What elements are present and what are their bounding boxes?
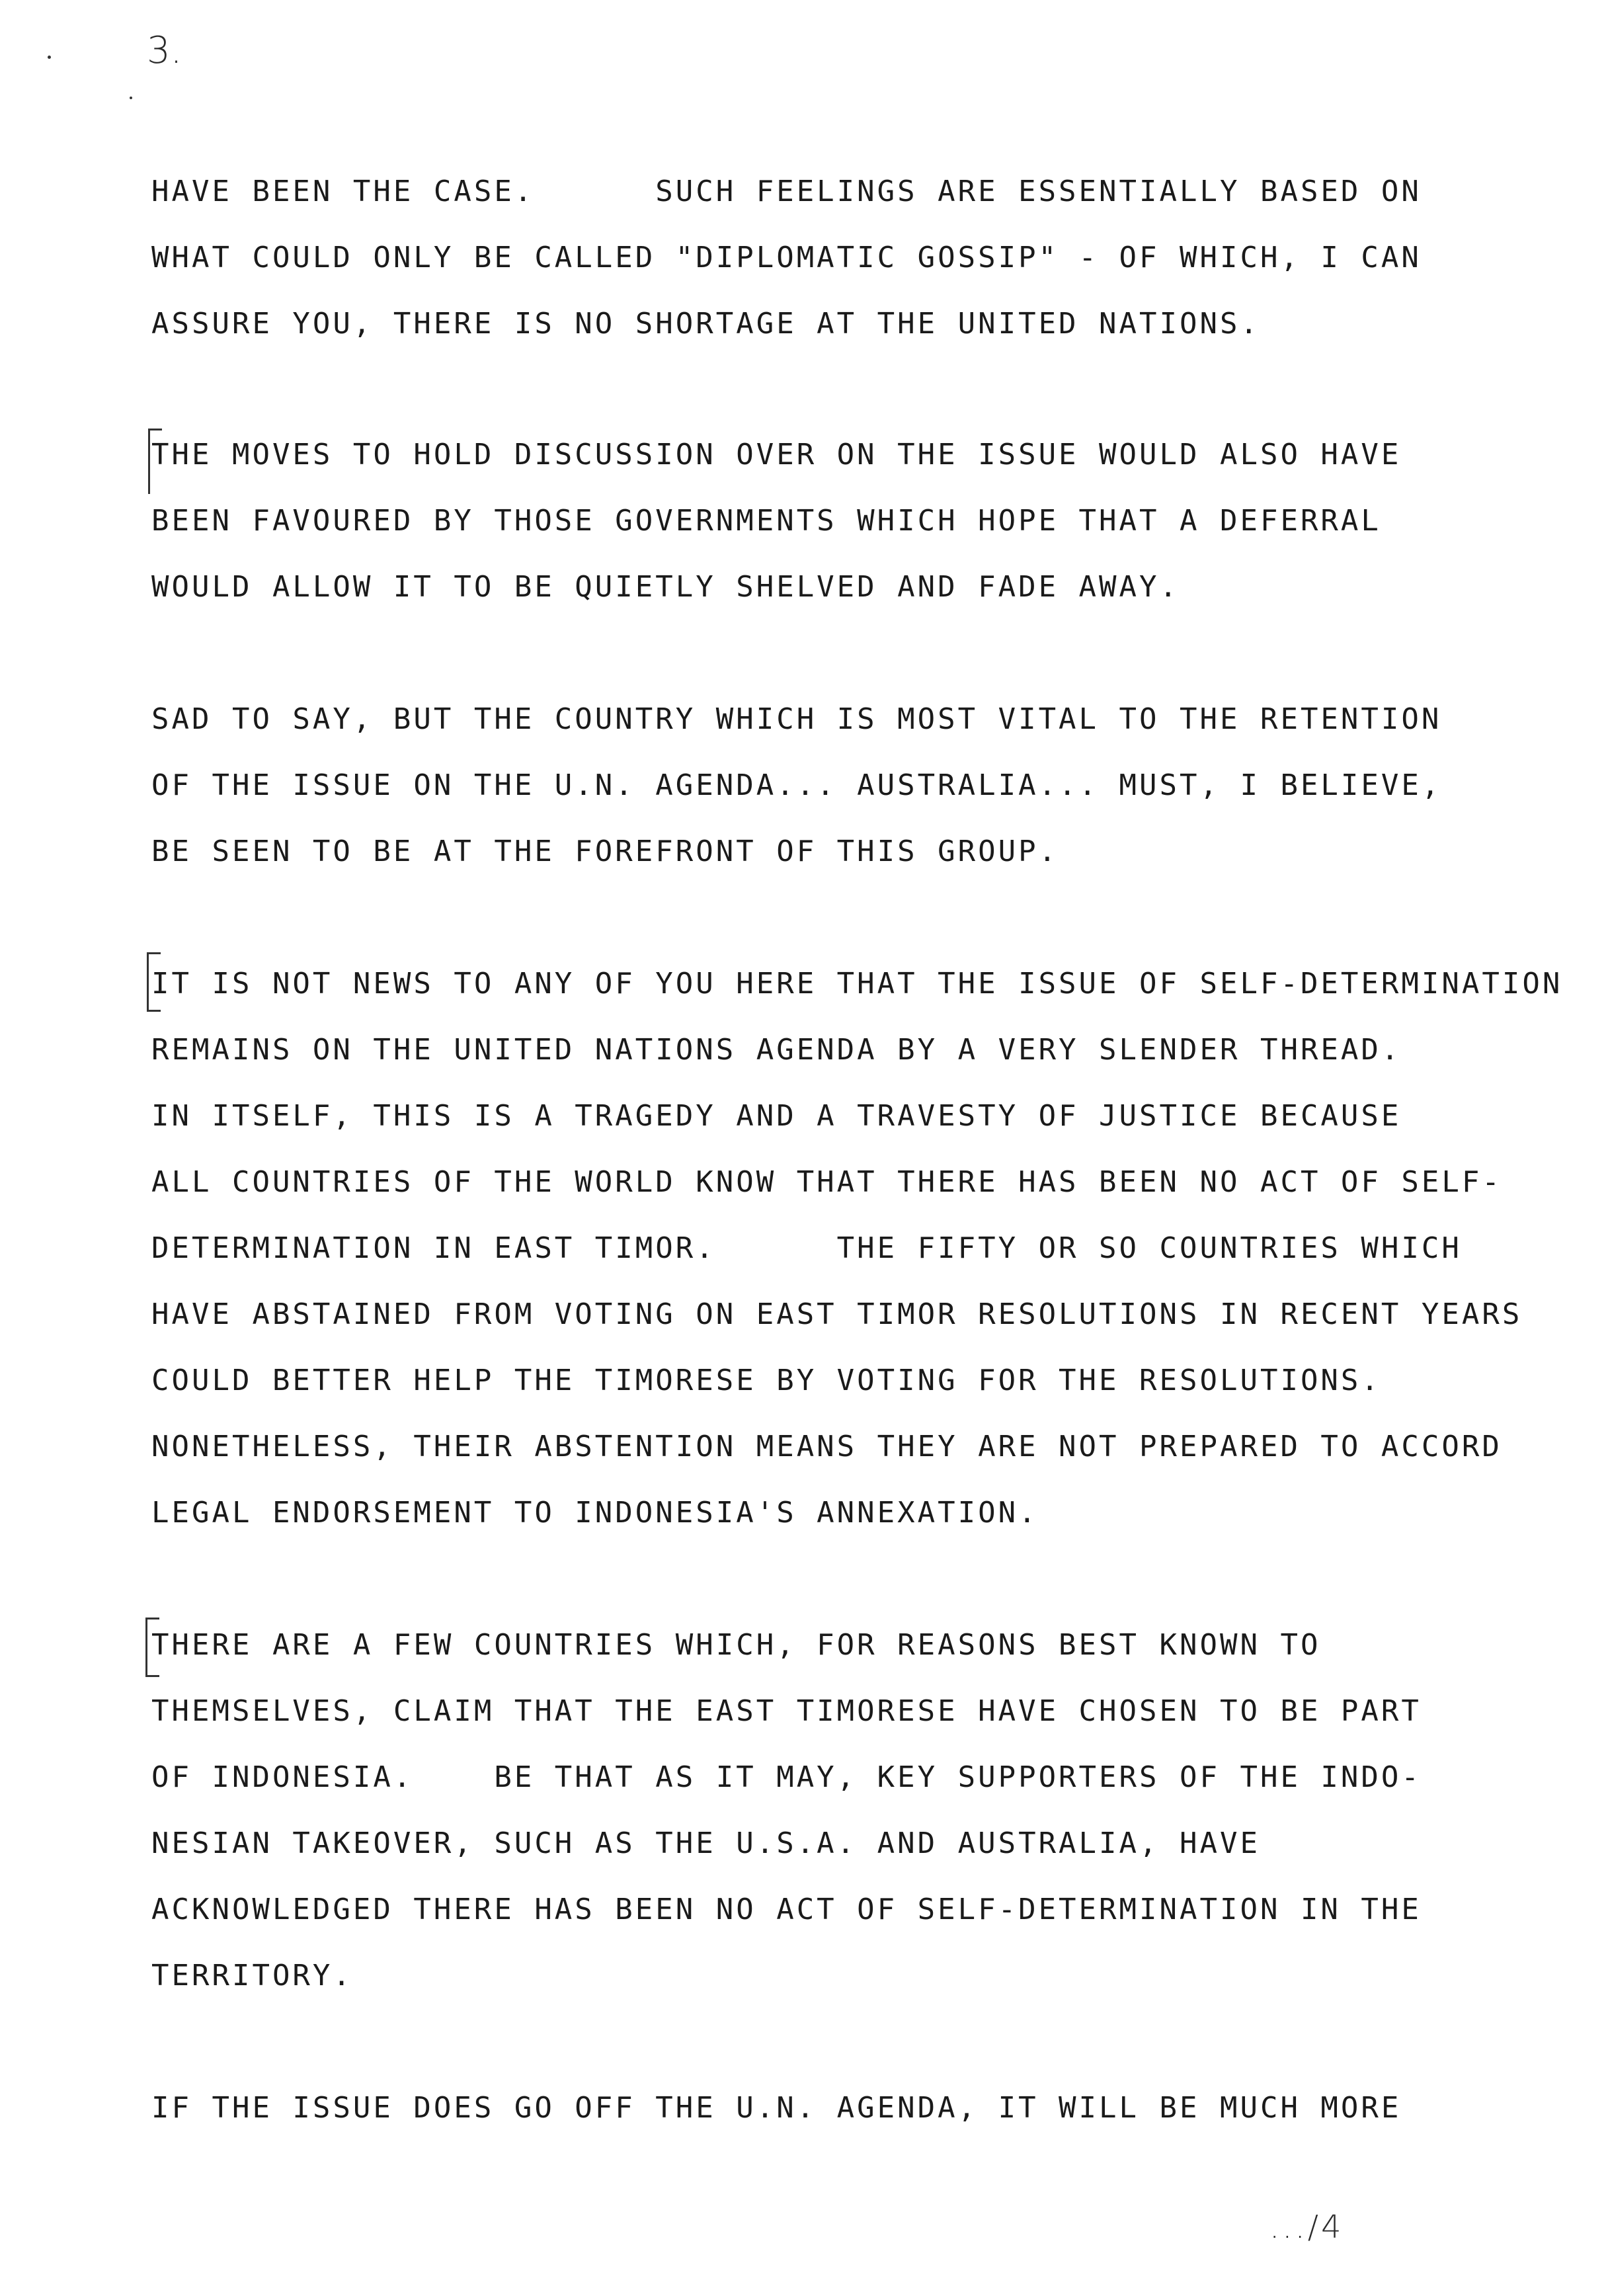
paragraph: [151, 951, 1562, 1546]
text-line: COULD BETTER HELP THE TIMORESE BY VOTING FOR THE RESOLUTIONS.: [151, 1364, 1381, 1397]
text-line: NONETHELESS, THEIR ABSTENTION MEANS THEY ARE NOT PREPARED TO ACCORD: [151, 1430, 1502, 1463]
text-line: IT IS NOT NEWS TO ANY OF YOU HERE THAT THE ISSUE OF SELF-DETERMINATION: [151, 967, 1563, 1001]
paragraph: [151, 1612, 1422, 2009]
text-line: BEEN FAVOURED BY THOSE GOVERNMENTS WHICH HOPE THAT A DEFERRAL: [151, 504, 1381, 538]
text-line: THE MOVES TO HOLD DISCUSSION OVER ON THE ISSUE WOULD ALSO HAVE: [151, 438, 1402, 472]
page-number: 3.: [147, 29, 182, 72]
text-line: DETERMINATION IN EAST TIMOR. THE FIFTY OR SO COUNTRIES WHICH: [151, 1231, 1462, 1265]
text-line: ASSURE YOU, THERE IS NO SHORTAGE AT THE UNITED NATIONS.: [151, 307, 1260, 341]
text-line: REMAINS ON THE UNITED NATIONS AGENDA BY A VERY SLENDER THREAD.: [151, 1033, 1402, 1067]
scan-speck: [130, 97, 132, 99]
paragraph: [151, 2075, 1401, 2141]
text-line: ACKNOWLEDGED THERE HAS BEEN NO ACT OF SELF-DETERMINATION IN THE: [151, 1893, 1422, 1926]
text-line: TERRITORY.: [151, 1959, 353, 1992]
text-line: IN ITSELF, THIS IS A TRAGEDY AND A TRAVESTY OF JUSTICE BECAUSE: [151, 1099, 1402, 1133]
text-line: LEGAL ENDORSEMENT TO INDONESIA'S ANNEXATION.: [151, 1496, 1039, 1530]
text-line: SAD TO SAY, BUT THE COUNTRY WHICH IS MOST VITAL TO THE RETENTION: [151, 702, 1442, 736]
text-line: WOULD ALLOW IT TO BE QUIETLY SHELVED AND FADE AWAY.: [151, 570, 1180, 604]
continuation-marker: .../4: [1269, 2209, 1344, 2246]
text-line: ALL COUNTRIES OF THE WORLD KNOW THAT THERE HAS BEEN NO ACT OF SELF-: [151, 1165, 1502, 1199]
text-line: HAVE ABSTAINED FROM VOTING ON EAST TIMOR RESOLUTIONS IN RECENT YEARS: [151, 1297, 1523, 1331]
text-line: WHAT COULD ONLY BE CALLED "DIPLOMATIC GOSSIP" - OF WHICH, I CAN: [151, 241, 1422, 274]
paragraph: [151, 686, 1441, 885]
text-line: NESIAN TAKEOVER, SUCH AS THE U.S.A. AND AUSTRALIA, HAVE: [151, 1826, 1260, 1860]
paragraph: [151, 422, 1401, 620]
text-line: HAVE BEEN THE CASE. SUCH FEELINGS ARE ESSENTIALLY BASED ON: [151, 175, 1422, 208]
text-line: IF THE ISSUE DOES GO OFF THE U.N. AGENDA, IT WILL BE MUCH MORE: [151, 2091, 1402, 2125]
text-line: BE SEEN TO BE AT THE FOREFRONT OF THIS GROUP.: [151, 835, 1059, 868]
text-line: OF THE ISSUE ON THE U.N. AGENDA... AUSTRALIA... MUST, I BELIEVE,: [151, 768, 1442, 802]
text-line: THEMSELVES, CLAIM THAT THE EAST TIMORESE HAVE CHOSEN TO BE PART: [151, 1694, 1422, 1728]
text-line: THERE ARE A FEW COUNTRIES WHICH, FOR REASONS BEST KNOWN TO: [151, 1628, 1321, 1662]
text-line: OF INDONESIA. BE THAT AS IT MAY, KEY SUPPORTERS OF THE INDO-: [151, 1760, 1422, 1794]
paragraph: [151, 159, 1422, 357]
scan-speck: [48, 56, 51, 59]
